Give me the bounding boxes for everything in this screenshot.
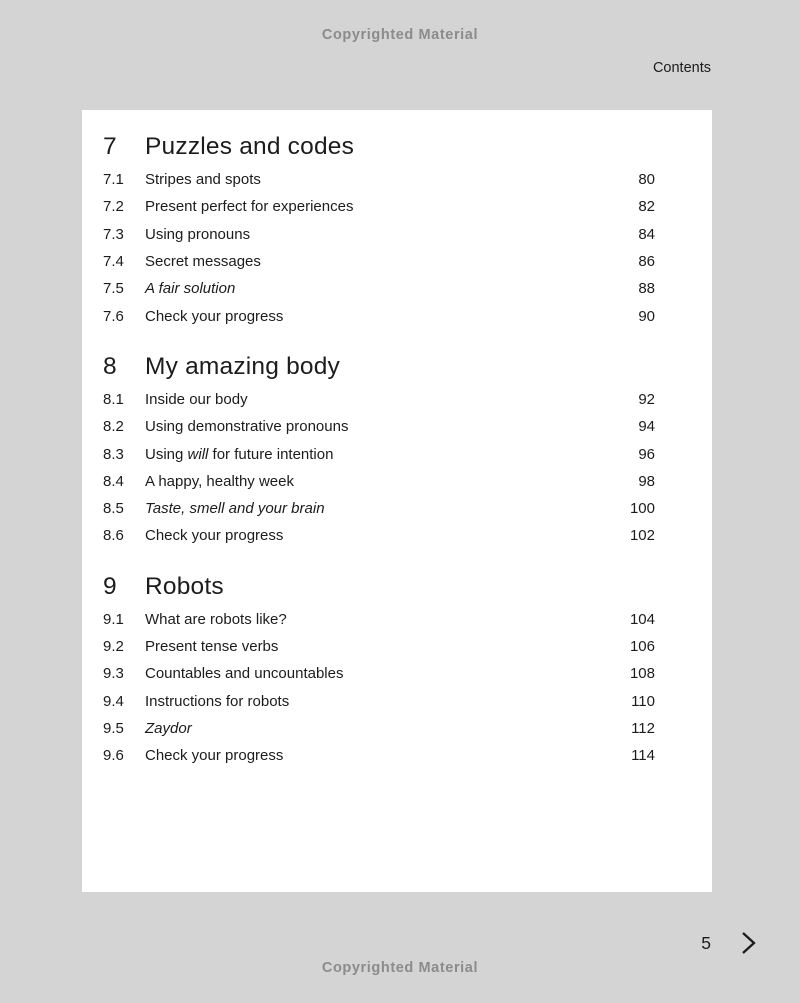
toc-row-number: 8.1 xyxy=(103,390,124,408)
toc-row-title xyxy=(145,418,638,435)
toc-row-title-part: Check your progress xyxy=(145,307,284,325)
chapter-number: 9 xyxy=(103,572,117,600)
toc-row-title xyxy=(145,693,631,710)
toc-row-number: 8.4 xyxy=(103,472,124,490)
toc-row-page: 114 xyxy=(631,747,655,765)
chapter-heading xyxy=(103,572,655,602)
toc-row xyxy=(103,275,655,302)
chapter-number: 7 xyxy=(103,133,117,160)
toc-row-title xyxy=(145,665,630,682)
toc-row xyxy=(103,715,655,742)
toc-row-number: 9.3 xyxy=(103,665,124,683)
toc-row-title xyxy=(145,500,630,517)
toc-row-number: 8.2 xyxy=(103,418,124,436)
chapter xyxy=(103,132,655,330)
toc-row-title-part: Using demonstrative pronouns xyxy=(145,418,349,436)
toc-row-page: 86 xyxy=(638,253,655,271)
toc-row-number: 7.4 xyxy=(103,253,124,271)
toc-row-title-part: Stripes and spots xyxy=(145,171,261,189)
toc-row-title xyxy=(145,308,638,325)
contents-header-label: Contents xyxy=(652,60,711,76)
toc-row xyxy=(103,386,655,413)
copyright-watermark-top: Copyrighted Material xyxy=(321,27,479,43)
toc-row-title xyxy=(145,527,630,544)
toc-row-title xyxy=(145,747,631,764)
toc-row-title-part: What are robots like? xyxy=(145,610,287,628)
toc-row-number: 8.5 xyxy=(103,500,124,518)
toc-row-page: 90 xyxy=(638,307,655,325)
toc-row-number: 8.3 xyxy=(103,445,124,463)
book-page xyxy=(82,110,712,892)
toc-row-title xyxy=(145,446,638,463)
toc-row xyxy=(103,248,655,275)
toc-row-title-part: Inside our body xyxy=(145,390,248,408)
toc-row-number: 7.1 xyxy=(103,171,124,189)
toc-row-title-part: will xyxy=(187,445,209,463)
toc-row-number: 8.6 xyxy=(103,527,124,545)
toc-row-page: 104 xyxy=(629,610,655,628)
toc-row-page: 80 xyxy=(638,171,655,189)
chapter-number: 8 xyxy=(103,352,117,380)
chapter-heading xyxy=(103,352,655,382)
toc-row-title xyxy=(145,198,638,215)
toc-row-title-part: Countables and uncountables xyxy=(145,665,344,683)
toc-row-title xyxy=(145,611,630,628)
toc-row-page: 84 xyxy=(638,225,655,243)
toc-row-number: 9.6 xyxy=(103,747,124,765)
toc-row xyxy=(103,660,655,687)
toc-row-title xyxy=(145,473,638,490)
toc-row-page: 106 xyxy=(629,638,655,655)
toc-row-title xyxy=(145,226,638,243)
toc-row xyxy=(103,221,655,248)
next-page-button[interactable] xyxy=(737,930,759,956)
toc-row-number: 9.5 xyxy=(103,719,124,737)
toc-row-number: 7.2 xyxy=(103,198,124,216)
toc-row xyxy=(103,495,655,522)
toc-row xyxy=(103,413,655,440)
toc-row-title-part: Secret messages xyxy=(145,253,261,271)
toc-row-title-part: A happy, healthy week xyxy=(145,472,294,490)
toc-row-title xyxy=(145,720,631,737)
chapter-title: Robots xyxy=(145,572,224,600)
toc-row xyxy=(103,302,655,329)
toc-row xyxy=(103,687,655,714)
page-indicator: 5 xyxy=(701,932,711,953)
chapter xyxy=(103,352,655,550)
toc-row-page: 82 xyxy=(638,198,655,216)
toc-row-title xyxy=(145,391,638,408)
toc-row-title xyxy=(145,280,638,297)
chapter-title: Puzzles and codes xyxy=(145,133,355,160)
toc-row xyxy=(103,606,655,633)
toc-row-number: 7.3 xyxy=(103,225,124,243)
toc-row xyxy=(103,522,655,549)
toc-row-number: 9.1 xyxy=(103,610,124,628)
chapter-heading xyxy=(103,132,655,162)
toc-row-title-part: Check your progress xyxy=(145,527,284,545)
chapter xyxy=(103,572,655,770)
pager xyxy=(701,929,759,957)
toc-row xyxy=(103,193,655,220)
toc-row-title xyxy=(145,253,638,270)
toc-row xyxy=(103,468,655,495)
toc-row-title xyxy=(145,638,630,655)
toc-row xyxy=(103,440,655,467)
toc-row-title-part: Check your progress xyxy=(145,747,284,765)
toc-row-page: 98 xyxy=(638,472,655,490)
toc-row xyxy=(103,633,655,660)
toc-row xyxy=(103,742,655,769)
toc-row-title-part: Present tense verbs xyxy=(145,638,279,655)
toc-row-title-part: Using pronouns xyxy=(145,225,251,243)
toc-row-title-part: Present perfect for experiences xyxy=(145,198,354,216)
toc-row-page: 108 xyxy=(629,665,655,683)
toc-row-number: 9.4 xyxy=(103,692,124,710)
toc-row-page: 102 xyxy=(629,527,655,545)
toc-row-page: 92 xyxy=(638,390,655,408)
toc xyxy=(103,132,655,769)
toc-row-page: 96 xyxy=(638,445,655,463)
chevron-right-icon xyxy=(737,930,759,956)
toc-row-page: 94 xyxy=(638,418,655,436)
toc-row-title-part: for future intention xyxy=(208,445,334,463)
toc-row-title-part: Using xyxy=(145,445,188,463)
toc-row-title-part: A fair solution xyxy=(145,280,236,298)
toc-row-page: 100 xyxy=(629,500,655,518)
toc-row-number: 7.6 xyxy=(103,307,124,325)
toc-row-page: 110 xyxy=(631,692,655,710)
chapter-title: My amazing body xyxy=(145,352,341,380)
toc-row xyxy=(103,166,655,193)
toc-row-title xyxy=(145,171,638,188)
toc-row-title-part: Zaydor xyxy=(145,719,192,737)
toc-row-number: 9.2 xyxy=(103,638,124,655)
copyright-watermark-bottom: Copyrighted Material xyxy=(321,960,479,976)
toc-row-title-part: Instructions for robots xyxy=(145,692,290,710)
toc-row-page: 88 xyxy=(638,280,655,298)
toc-row-title-part: Taste, smell and your brain xyxy=(145,500,325,518)
toc-row-page: 112 xyxy=(631,719,655,737)
toc-row-number: 7.5 xyxy=(103,280,124,298)
